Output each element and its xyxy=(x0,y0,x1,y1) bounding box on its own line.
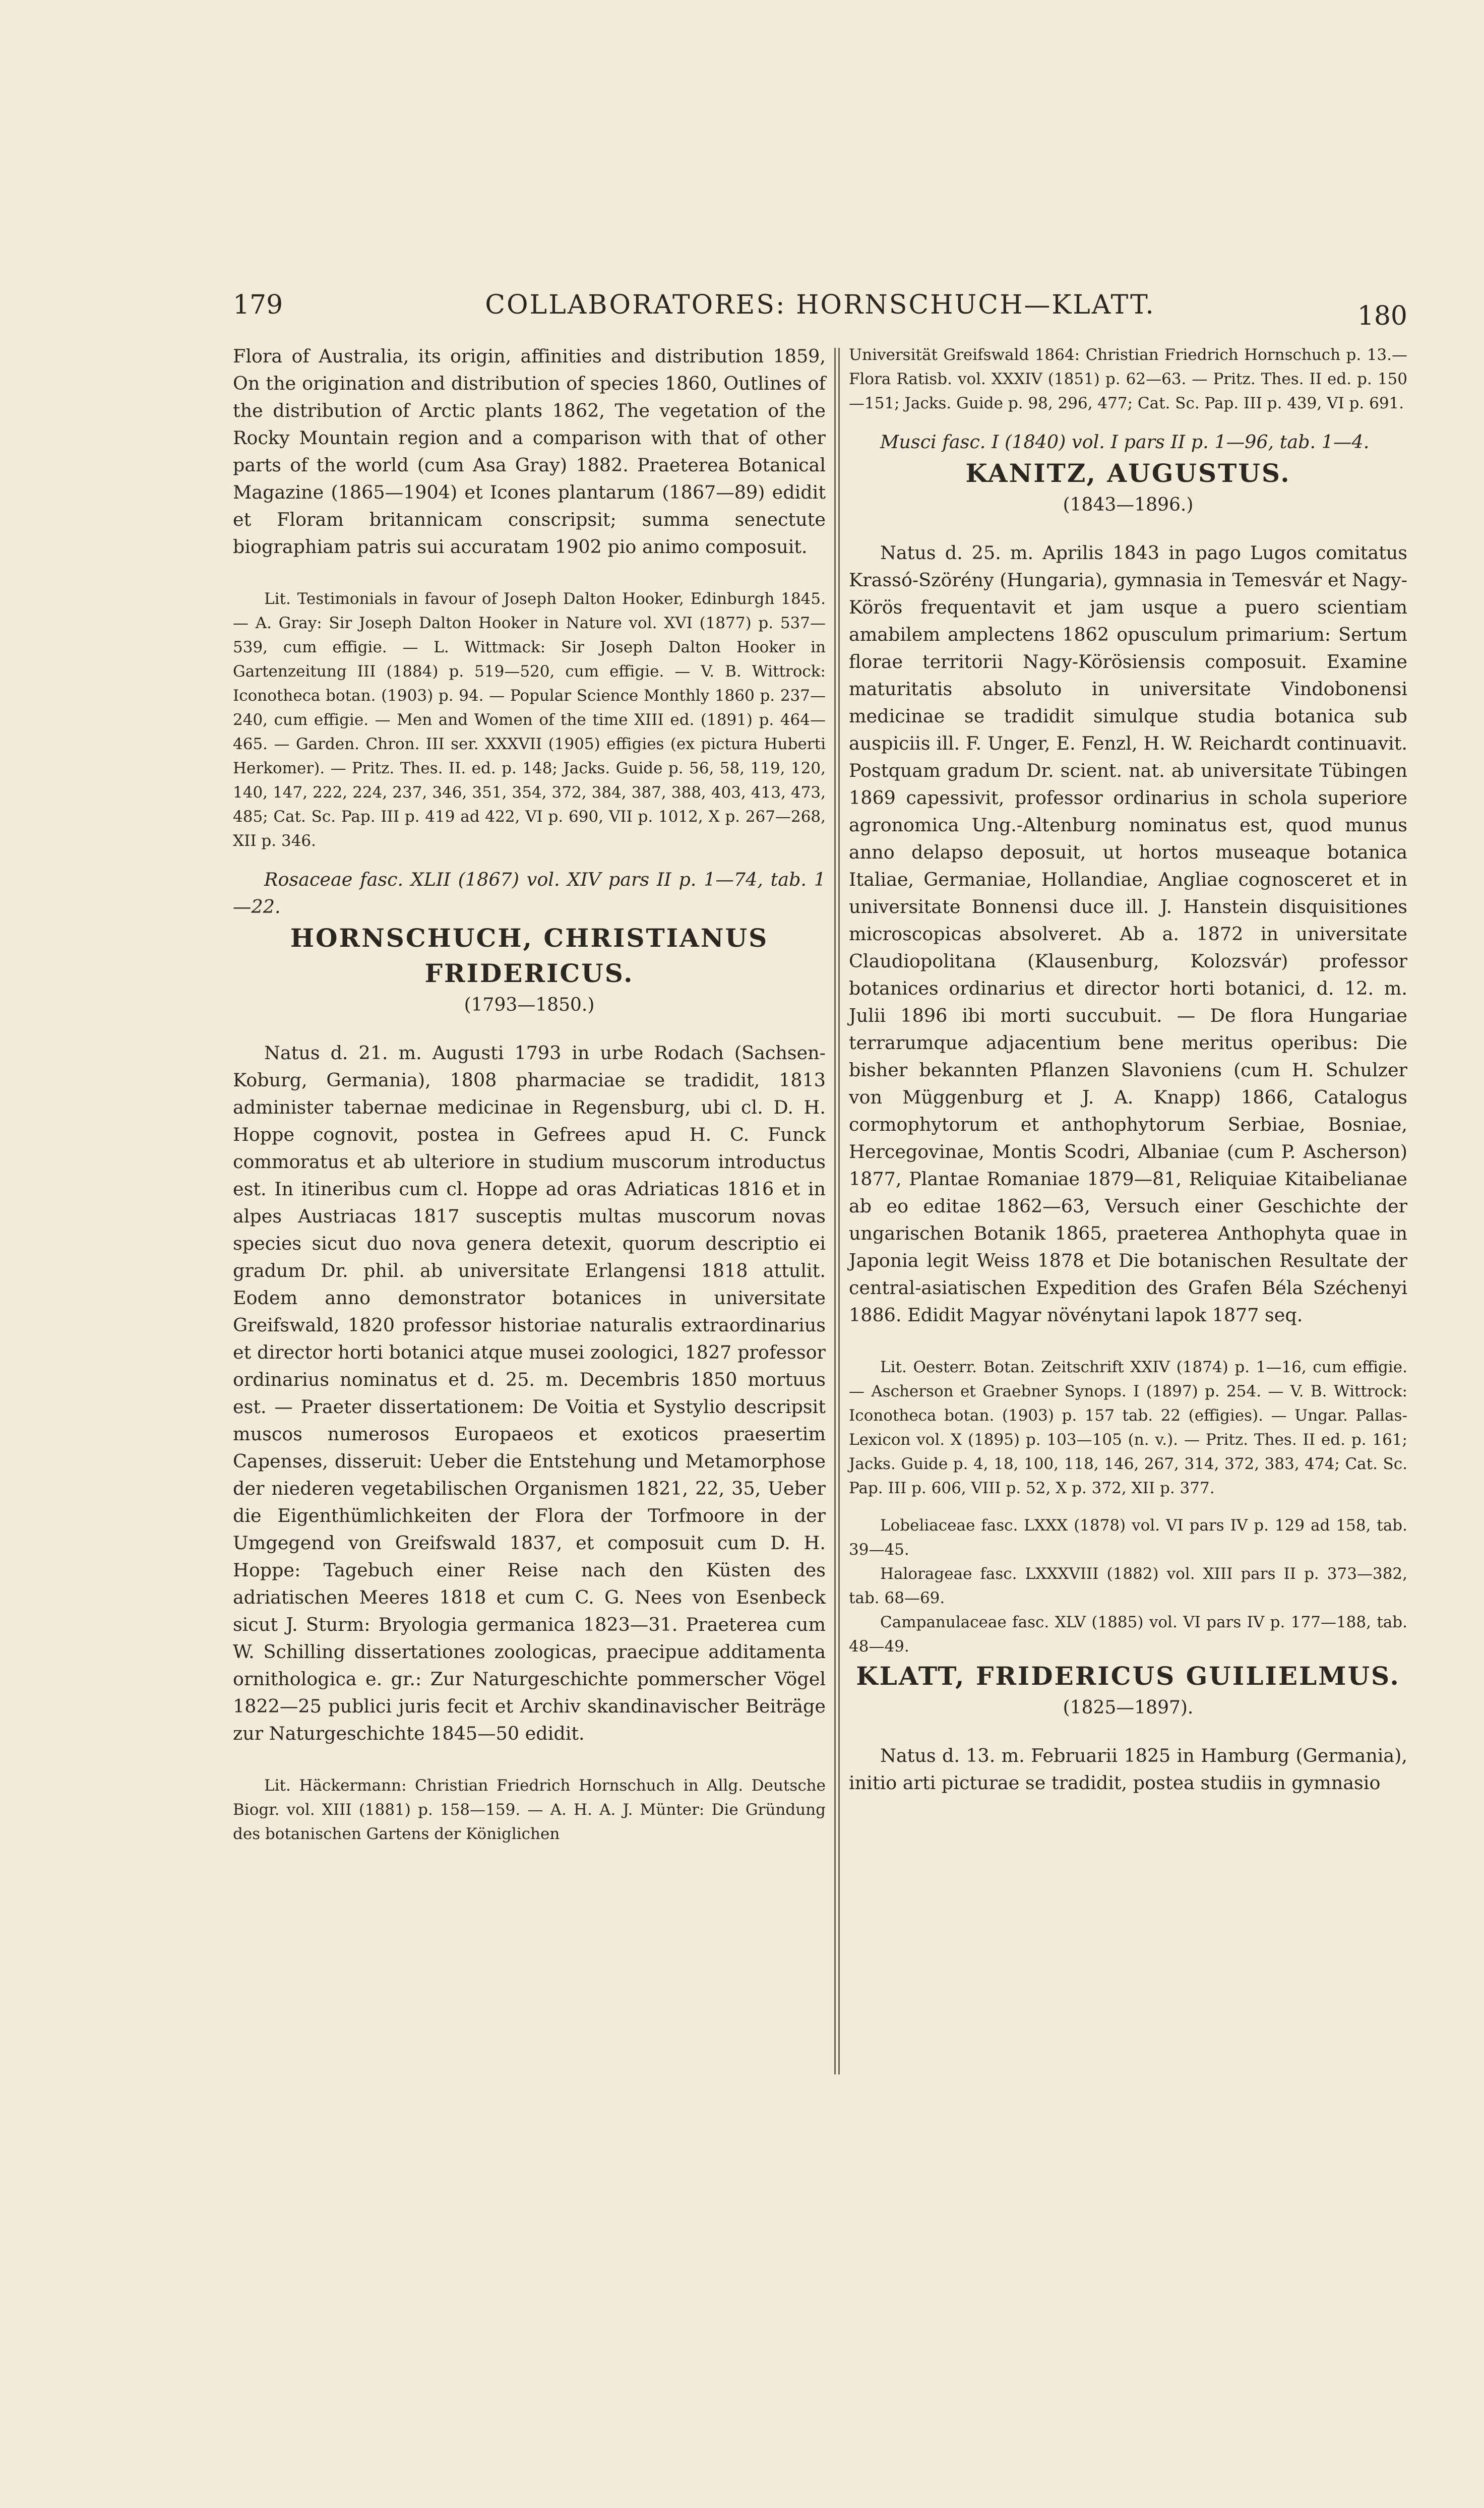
hornschuch-dates: (1793—1850.) xyxy=(464,995,595,1015)
hornschuch-biography: Natus d. 21. m. Augusti 1793 in urbe Rodach (Sachsen-Koburg, Germania), 1808 pharmaciae se tradidit, 1813 administer tabernae medicinae in Regensburg, ubi cl. D. H. Hoppe cognovit, postea in Gefrees apud H. C. Funck commoratus et ab ulteriore in studium muscorum introductus est. In itineribus cum cl. Hoppe ad oras Adriaticas 1816 et in alpes Austriacas 1817 susceptis multas muscorum novas species sicut duo nova genera detexit, quorum descriptio ei gradum Dr. phil. ab universitate Erlangensi 1818 attulit. Eodem anno demonstrator botanices in universitate Greifswald, 1820 professor historiae naturalis extraordinarius et director horti botanici atque musei zoologici, 1827 professor ordinarius nominatus et d. 25. m. Decembris 1850 mortuus est. — Praeter dissertationem: De Voitia et Systylio descripsit muscos numerosos Europaeos et exoticos praesertim Capenses, disseruit: Ueber die Entstehung und Metamorphose der niederen vegetabilischen Organismen 1821, 22, 35, Ueber die Eigenthümlichkeiten der Flora der Torfmoore in der Umgegend von Greifswald 1837, et composuit cum D. H. Hoppe: Tagebuch einer Reise nach den Küsten des adriatischen Meeres 1818 et cum C. G. Nees von Esenbeck sicut J. Sturm: Bryologia germanica 1823—31. Praeterea cum W. Schilling dissertationes zoologicas, praecipue additamenta ornithologica e. gr.: Zur Naturgeschichte pommerscher Vögel 1822—25 publici juris fecit et Archiv skandinavischer Beiträge zur Naturgeschichte 1845—50 edidit. xyxy=(233,1042,826,1744)
hornschuch-heading: HORNSCHUCH, CHRISTIANUS FRIDERICUS. xyxy=(290,923,769,988)
hornschuch-literature-continued: Universität Greifswald 1864: Christian Friedrich Hornschuch p. 13.— Flora Ratisb. vol. XXXIV (1851) p. 62—63. — Pritz. Thes. II ed. p. 150—151; Jacks. Guide p. 98, 296, 477; Cat. Sc. Pap. III p. 439, VI p. 691. xyxy=(849,346,1407,412)
klatt-dates: (1825—1897). xyxy=(1063,1697,1194,1718)
kanitz-biography: Natus d. 25. m. Aprilis 1843 in pago Lugos comitatus Krassó-Szörény (Hungaria), gymnasia in Temesvár et Nagy-Körös frequentavit et jam usque a puero scientiam amabilem amplectens 1862 opusculum primarium: Sertum florae territorii Nagy-Körösiensis composuit. Examine maturitatis absoluto in universitate Vindobonensi medicinae se tradidit simulque studia botanica sub auspiciis ill. F. Unger, E. Fenzl, H. W. Reichardt continuavit. Postquam gradum Dr. scient. nat. ab universitate Tübingen 1869 capessivit, professor ordinarius in schola superiore agronomica Ung.-Altenburg nominatus est, quod munus anno delapso deposuit, ut hortos museaque botanica Italiae, Germaniae, Hollandiae, Angliae cognosceret et in universitate Bonnensi duce ill. J. Hanstein disquisitiones microscopicas absolveret. Ab a. 1872 in universitate Claudiopolitana (Klausenburg, Kolozsvár) professor botanices ordinarius et director horti botanici, d. 12. m. Julii 1896 ibi morti succubuit. — De flora Hungariae terrarumque adjacentium bene meritus operibus: Die bisher bekannten Pflanzen Slavoniens (cum H. Schulzer von Müggenburg et J. A. Knapp) 1866, Catalogus cormophytorum et anthophytorum Serbiae, Bosniae, Hercegovinae, Montis Scodri, Albaniae (cum P. Ascherson) 1877, Plantae Romaniae 1879—81, Reliquiae Kitaibelianae ab eo editae 1862—63, Versuch einer Geschichte der ungarischen Botanik 1865, praeterea Anthophyta quae in Japonia legit Weiss 1878 et Die botanischen Resultate der central-asiatischen Expedition des Grafen Béla Széchenyi 1886. Edidit Magyar növénytani lapok 1877 seq. xyxy=(849,542,1407,1326)
left-column xyxy=(233,343,826,1846)
klatt-heading: KLATT, FRIDERICUS GUILIELMUS. xyxy=(856,1661,1400,1691)
kanitz-flora-campanulaceae: Campanulaceae fasc. XLV (1885) vol. VI pars IV p. 177—188, tab. 48—49. xyxy=(849,1613,1407,1656)
page-number-right: 180 xyxy=(1357,301,1407,331)
hornschuch-literature: Lit. Häckermann: Christian Friedrich Hornschuch in Allg. Deutsche Biogr. vol. XIII (1881) p. 158—159. — A. H. A. J. Münter: Die Gründung des botanischen Gartens der Königlichen xyxy=(233,1777,826,1843)
kanitz-flora-lobeliaceae: Lobeliaceae fasc. LXXX (1878) vol. VI pars IV p. 129 ad 158, tab. 39—45. xyxy=(849,1516,1407,1559)
column-divider xyxy=(834,348,836,2074)
kanitz-literature: Lit. Oesterr. Botan. Zeitschrift XXIV (1874) p. 1—16, cum effigie. — Ascherson et Graebner Synops. I (1897) p. 254. — V. B. Wittrock: Iconotheca botan. (1903) p. 157 tab. 22 (effigies). — Ungar. Pallas-Lexicon vol. X (1895) p. 103—105 (n. v.). — Pritz. Thes. II ed. p. 161; Jacks. Guide p. 4, 18, 100, 118, 146, 267, 314, 372, 383, 474; Cat. Sc. Pap. III p. 606, VIII p. 52, X p. 372, XII p. 377. xyxy=(849,1358,1407,1497)
right-column xyxy=(849,343,1407,1797)
hooker-continuation-text: Flora of Australia, its origin, affinities and distribution 1859, On the origination and distribution of species 1860, Outlines of the distribution of Arctic plants 1862, The vegetation of the Rocky Mountain region and a comparison with that of other parts of the world (cum Asa Gray) 1882. Praeterea Botanical Magazine (1865—1904) et Icones plantarum (1867—89) edidit et Floram britannicam conscripsit; summa senectute biographiam patris sui accuratam 1902 pio animo composuit. xyxy=(233,345,826,558)
hooker-literature: Lit. Testimonials in favour of Joseph Dalton Hooker, Edinburgh 1845. — A. Gray: Sir Joseph Dalton Hooker in Nature vol. XVI (1877) p. 537—539, cum effigie. — L. Wittmack: Sir Joseph Dalton Hooker in Gartenzeitung III (1884) p. 519—520, cum effigie. — V. B. Wittrock: Iconotheca botan. (1903) p. 94. — Popular Science Monthly 1860 p. 237—240, cum effigie. — Men and Women of the time XIII ed. (1891) p. 464—465. — Garden. Chron. III ser. XXXVII (1905) effigies (ex pictura Huberti Herkomer). — Pritz. Thes. II. ed. p. 148; Jacks. Guide p. 56, 58, 119, 120, 140, 147, 222, 224, 237, 346, 351, 354, 372, 384, 387, 388, 403, 413, 473, 485; Cat. Sc. Pap. III p. 419 ad 422, VI p. 690, VII p. 1012, X p. 267—268, XII p. 346. xyxy=(233,590,826,850)
page-number-left: 179 xyxy=(233,290,283,320)
klatt-biography: Natus d. 13. m. Februarii 1825 in Hamburg (Germania), initio arti picturae se tradidit, postea studiis in gymnasio xyxy=(849,1745,1407,1794)
hornschuch-flora-text: Musci fasc. I (1840) vol. I pars II p. 1—96, tab. 1—4. xyxy=(880,431,1370,453)
page-header xyxy=(233,290,1407,335)
hooker-flora-contribution xyxy=(233,866,826,921)
kanitz-dates: (1843—1896.) xyxy=(1063,495,1194,515)
hornschuch-flora-contribution xyxy=(849,429,1407,456)
kanitz-flora-halorageae: Halorageae fasc. LXXXVIII (1882) vol. XIII pars II p. 373—382, tab. 68—69. xyxy=(849,1565,1407,1607)
hooker-flora-text: Rosaceae fasc. XLII (1867) vol. XIV pars II p. 1—74, tab. 1—22. xyxy=(233,869,826,917)
kanitz-heading: KANITZ, AUGUSTUS. xyxy=(965,458,1291,488)
running-title: COLLABORATORES: HORNSCHUCH—KLATT. xyxy=(485,290,1155,320)
